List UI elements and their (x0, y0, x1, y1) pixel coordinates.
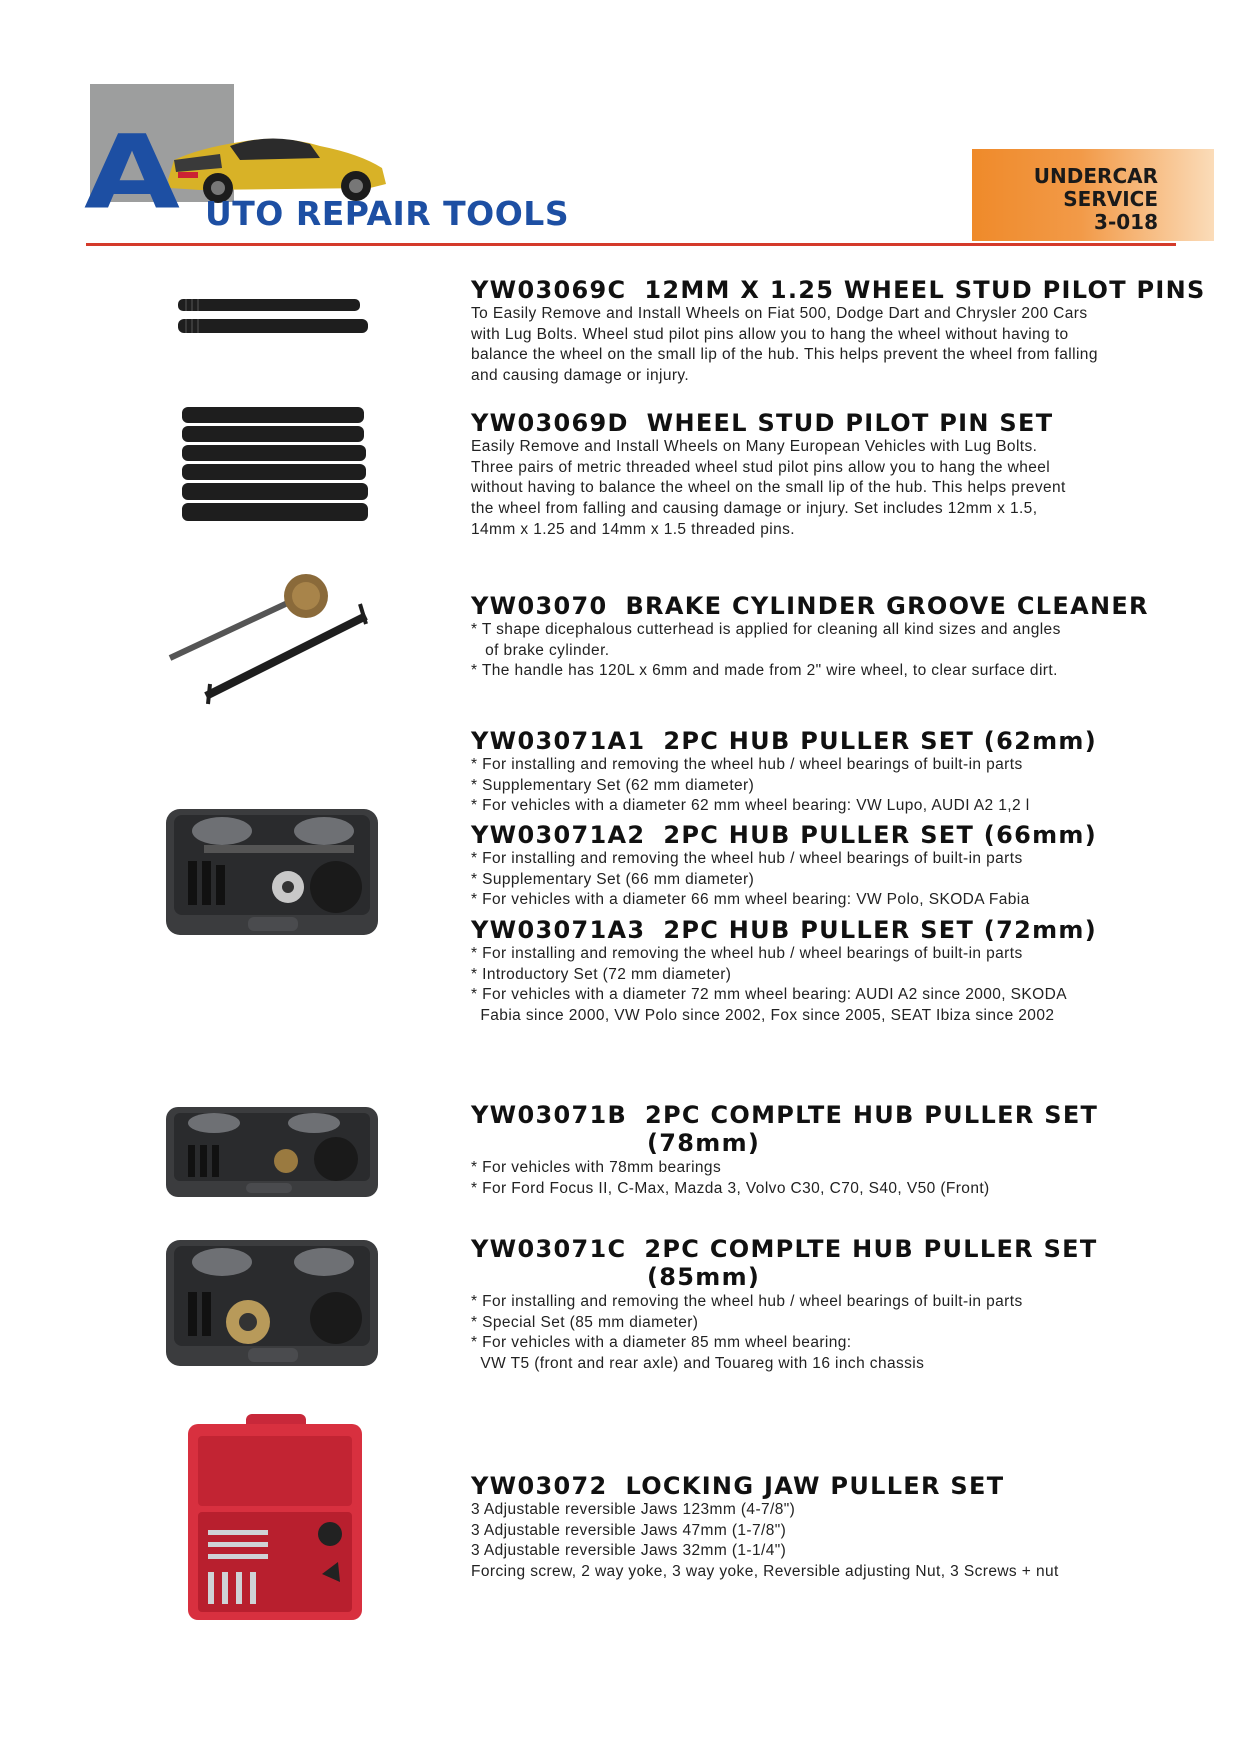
product-title-continued: (78mm) (647, 1129, 761, 1157)
product-title (471, 276, 1231, 304)
product-title (471, 916, 1231, 944)
hub-puller-set-85-image (164, 1236, 382, 1371)
product-desc-line: * Supplementary Set (66 mm diameter) (471, 870, 755, 888)
product-desc-line: * For vehicles with 78mm bearings (471, 1159, 722, 1176)
product-name: WHEEL STUD PILOT PIN SET (646, 409, 1054, 437)
product-desc-line: * For vehicles with a diameter 85 mm wheel bearing: (471, 1334, 852, 1352)
product-desc-line: and causing damage or injury. (471, 367, 690, 385)
product-desc-line: To Easily Remove and Install Wheels on Fiat 500, Dodge Dart and Chrysler 200 Cars (471, 305, 1088, 322)
product-desc-line: Fabia since 2000, VW Polo since 2002, Fox since 2005, SEAT Ibiza since 2002 (471, 1007, 1055, 1025)
product-desc-line: * The handle has 120L x 6mm and made from 2" wire wheel, to clear surface dirt. (471, 662, 1058, 680)
product-desc-line: the wheel from falling and causing damage or injury. Set includes 12mm x 1.5, (471, 500, 1038, 518)
product-desc-line: * For installing and removing the wheel hub / wheel bearings of built-in parts (471, 1293, 1023, 1310)
product-code: YW03069C (471, 276, 627, 304)
product-desc-line: * For installing and removing the wheel hub / wheel bearings of built-in parts (471, 850, 1023, 867)
product-desc-line: Easily Remove and Install Wheels on Many European Vehicles with Lug Bolts. (471, 438, 1038, 455)
product-name: 2PC HUB PULLER SET (72mm) (663, 916, 1097, 944)
product-title (471, 821, 1231, 849)
product-desc-line: * Introductory Set (72 mm diameter) (471, 965, 732, 983)
product-yw03072 (471, 1472, 1231, 1583)
product-title (471, 1472, 1231, 1500)
product-desc-line: 14mm x 1.25 and 14mm x 1.5 threaded pins. (471, 520, 795, 538)
product-desc-line: without having to balance the wheel on the small lip of the hub. This helps prevent (471, 479, 1066, 497)
product-yw03071b (471, 1101, 1231, 1199)
product-desc-line: 3 Adjustable reversible Jaws 47mm (1-7/8") (471, 1521, 787, 1539)
hub-puller-set-62-image (164, 805, 382, 940)
product-desc-line: * For vehicles with a diameter 66 mm wheel bearing: VW Polo, SKODA Fabia (471, 891, 1030, 909)
product-desc-line: * T shape dicephalous cutterhead is applied for cleaning all kind sizes and angles (471, 621, 1061, 638)
product-code: YW03070 (471, 592, 608, 620)
product-desc-line: 3 Adjustable reversible Jaws 123mm (4-7/8") (471, 1501, 796, 1518)
product-name: 2PC COMPLTE HUB PULLER SET (644, 1235, 1098, 1263)
product-code: YW03071A1 (471, 727, 646, 755)
product-name: 2PC HUB PULLER SET (66mm) (663, 821, 1097, 849)
product-code: YW03071B (471, 1101, 628, 1129)
product-desc-line: * Supplementary Set (62 mm diameter) (471, 776, 755, 794)
section-badge (972, 149, 1214, 241)
product-code: YW03071C (471, 1235, 627, 1263)
product-title (471, 727, 1231, 755)
section-line-1: UNDERCAR (1033, 164, 1158, 188)
locking-jaw-puller-image (186, 1412, 364, 1624)
brand-title: UTO REPAIR TOOLS (205, 194, 570, 233)
product-desc-line: * For Ford Focus II, C-Max, Mazda 3, Volvo C30, C70, S40, V50 (Front) (471, 1179, 990, 1197)
product-yw03069c (471, 276, 1231, 387)
product-desc-line: Forcing screw, 2 way yoke, 3 way yoke, Reversible adjusting Nut, 3 Screws + nut (471, 1563, 1059, 1581)
product-desc-line: * For vehicles with a diameter 62 mm wheel bearing: VW Lupo, AUDI A2 1,2 l (471, 797, 1030, 815)
product-desc-line: 3 Adjustable reversible Jaws 32mm (1-1/4") (471, 1542, 787, 1560)
product-desc-line: with Lug Bolts. Wheel stud pilot pins allow you to hang the wheel without having to (471, 325, 1069, 343)
product-name: 12MM X 1.25 WHEEL STUD PILOT PINS (644, 276, 1206, 304)
product-desc-line: * For installing and removing the wheel hub / wheel bearings of built-in parts (471, 945, 1023, 962)
product-code: YW03072 (471, 1472, 608, 1500)
header-divider (86, 243, 1176, 246)
section-line-2: SERVICE (1063, 187, 1158, 211)
product-desc-line: of brake cylinder. (471, 641, 610, 659)
product-name: LOCKING JAW PULLER SET (625, 1472, 1005, 1500)
product-desc-line: * For vehicles with a diameter 72 mm wheel bearing: AUDI A2 since 2000, SKODA (471, 986, 1067, 1004)
product-yw03071c (471, 1235, 1231, 1375)
product-yw03069d (471, 409, 1231, 541)
product-name: 2PC COMPLTE HUB PULLER SET (645, 1101, 1099, 1129)
product-desc-line: Three pairs of metric threaded wheel stud pilot pins allow you to hang the wheel (471, 458, 1051, 476)
product-desc-line: VW T5 (front and rear axle) and Touareg with 16 inch chassis (471, 1355, 925, 1373)
product-yw03071a3 (471, 916, 1231, 1027)
hub-puller-set-78-image (164, 1105, 382, 1200)
product-title (471, 1101, 1231, 1129)
product-yw03071a2 (471, 821, 1231, 911)
section-line-3: 3-018 (1094, 210, 1158, 234)
product-name: 2PC HUB PULLER SET (62mm) (663, 727, 1097, 755)
product-title (471, 592, 1231, 620)
groove-cleaner-image (166, 566, 378, 706)
product-desc-line: balance the wheel on the small lip of the hub. This helps prevent the wheel from falling (471, 346, 1098, 364)
pilot-pins-image (176, 295, 372, 339)
product-desc-line: * For installing and removing the wheel hub / wheel bearings of built-in parts (471, 756, 1023, 773)
product-desc-line: * Special Set (85 mm diameter) (471, 1313, 699, 1331)
product-name: BRAKE CYLINDER GROOVE CLEANER (625, 592, 1149, 620)
product-code: YW03071A2 (471, 821, 646, 849)
product-title-continued: (85mm) (647, 1263, 761, 1291)
brand-logo-letter: A (84, 113, 176, 232)
product-code: YW03071A3 (471, 916, 646, 944)
product-yw03070 (471, 592, 1231, 682)
product-title (471, 1235, 1231, 1263)
pilot-pin-set-image (178, 405, 374, 525)
product-yw03071a1 (471, 727, 1231, 817)
product-title (471, 409, 1231, 437)
product-code: YW03069D (471, 409, 629, 437)
